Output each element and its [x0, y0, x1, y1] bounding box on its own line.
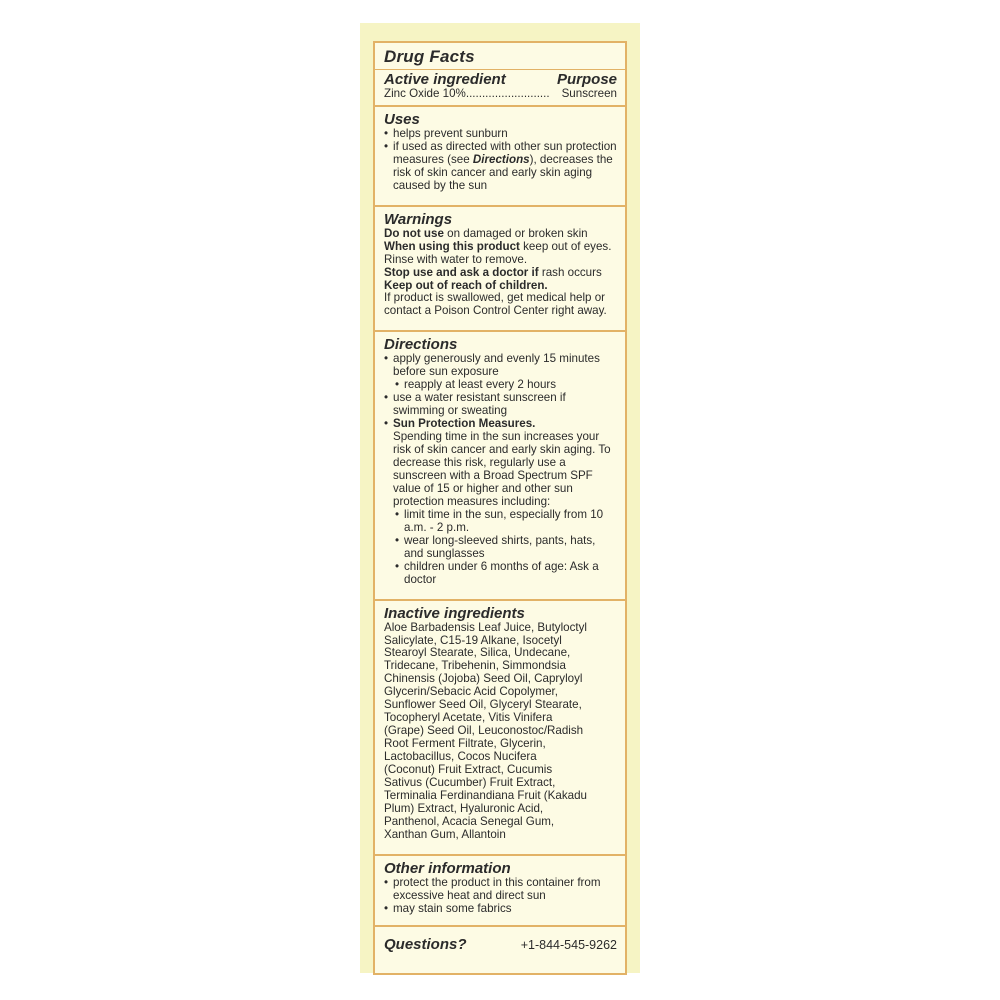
- sun-protection-text: Spending time in the sun increases your risk of skin cancer and early skin aging. To decrease this risk, regularly use a sunscreen with a Broad Spectrum SPF value of 15 or higher and other sun protection measures including:: [393, 430, 611, 508]
- uses-item: • helps prevent sunburn: [384, 128, 617, 141]
- directions-item: [384, 418, 617, 431]
- active-ingredient-name: Zinc Oxide 10%: [384, 87, 466, 100]
- other-information-section: [375, 856, 625, 927]
- inactive-section: [375, 601, 625, 856]
- uses-section: [375, 107, 625, 207]
- active-ingredient-heading: Active ingredient: [384, 71, 506, 88]
- sun-protection-heading: Sun Protection Measures.: [393, 417, 536, 431]
- questions-label: Questions?: [384, 935, 467, 953]
- warning-bold: Do not use: [384, 226, 444, 240]
- drug-facts-header: [375, 43, 625, 107]
- uses-item-text: ), decreases the risk of skin cancer and early skin aging caused by the sun: [393, 152, 613, 192]
- directions-subitem: • reapply at least every 2 hours: [384, 379, 617, 392]
- drug-facts-box: [373, 41, 627, 975]
- warning-bold: Keep out of reach of children.: [384, 278, 548, 292]
- warnings-heading: Warnings: [384, 210, 453, 228]
- warning-text: keep out of eyes. Rinse with water to remove.: [384, 239, 612, 266]
- active-ingredient-header-row: [384, 71, 617, 88]
- other-information-item: • may stain some fabrics: [384, 903, 617, 916]
- drug-facts-title: Drug Facts: [384, 47, 475, 66]
- other-information-heading: Other information: [384, 859, 511, 877]
- directions-item: • apply generously and evenly 15 minutes before sun exposure: [384, 353, 617, 379]
- warnings-section: [375, 207, 625, 333]
- directions-heading: Directions: [384, 336, 458, 354]
- phone-number: +1-844-545-9262: [520, 937, 617, 952]
- label-panel: [360, 23, 640, 973]
- other-information-item: • protect the product in this container from excessive heat and direct sun: [384, 877, 617, 903]
- inactive-ingredients-list: Aloe Barbadensis Leaf Juice, Butyloctyl Salicylate, C15-19 Alkane, Isocetyl Stearoyl Stearate, Silica, Undecane, Tridecane, Tribehenin, Simmondsia Chinensis (Jojoba) Seed Oil, Capryloyl Glycerin/Sebacic Acid Copolymer, Sunflower Seed Oil, Glyceryl Stearate, Tocopheryl Acetate, Vitis Vinifera (Grape) Seed Oil, Leuconostoc/Radish Root Ferment Filtrate, Glycerin, Lactobacillus, Cocos Nucifera (Coconut) Fruit Extract, Cucumis Sativus (Cucumber) Fruit Extract, Terminalia Ferdinandiana Fruit (Kakadu Plum) Extract, Hyaluronic Acid, Panthenol, Acacia Senegal Gum, Xanthan Gum, Allantoin: [384, 620, 588, 841]
- uses-item: [384, 141, 617, 193]
- warning-swallowed: If product is swallowed, get medical help or contact a Poison Control Center right away.: [384, 291, 607, 318]
- warning-bold: When using this product: [384, 239, 520, 253]
- questions-row: [384, 936, 617, 953]
- directions-reference: Directions: [472, 152, 530, 166]
- warning-text: rash occurs: [538, 265, 602, 279]
- active-ingredient-purpose: Sunscreen: [561, 87, 617, 100]
- questions-section: [375, 927, 625, 958]
- sun-protection-subitem: • wear long-sleeved shirts, pants, hats, and sunglasses: [384, 535, 617, 561]
- leader-dots: ..........................: [465, 87, 550, 100]
- uses-heading: Uses: [384, 110, 420, 128]
- directions-item: • use a water resistant sunscreen if swimming or sweating: [384, 392, 617, 418]
- sun-protection-subitem: • limit time in the sun, especially from 10 a.m. - 2 p.m.: [384, 509, 617, 535]
- directions-section: [375, 332, 625, 600]
- warning-text: on damaged or broken skin: [443, 226, 588, 240]
- active-ingredient-row: [384, 88, 617, 101]
- warning-when-using: [384, 241, 617, 267]
- uses-item-text: if used as directed with other sun protection measures (see: [393, 139, 617, 166]
- inactive-heading: Inactive ingredients: [384, 604, 525, 622]
- purpose-heading: Purpose: [556, 71, 617, 88]
- warning-bold: Stop use and ask a doctor if: [384, 265, 539, 279]
- sun-protection-subitem: • children under 6 months of age: Ask a doctor: [384, 561, 617, 587]
